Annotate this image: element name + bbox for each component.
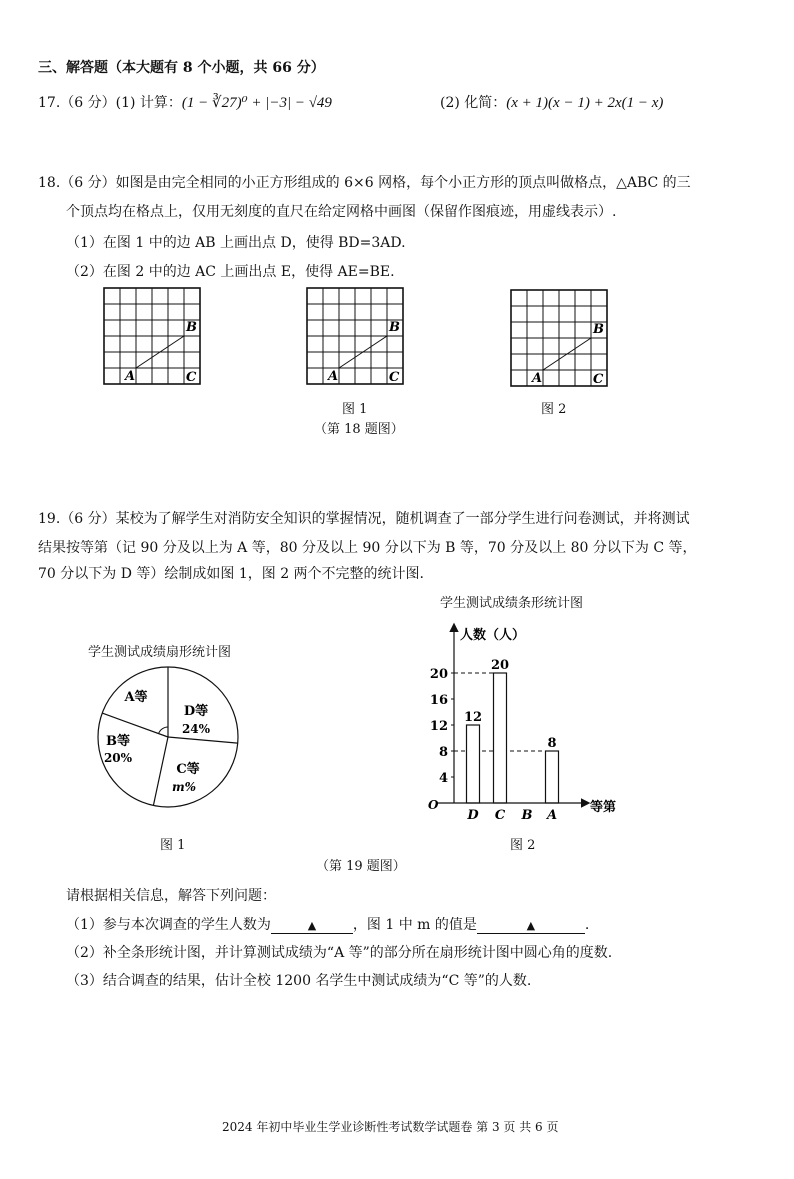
pie-value-b: 20% [103, 751, 133, 765]
q19-sub1-part-b: ，图 1 中 m 的值是 [352, 917, 477, 933]
q19-sub2: （2）补全条形统计图，并计算测试成绩为“A 等”的部分所在扇形统计图中圆心角的度数. [66, 945, 613, 961]
origin-label: O [428, 798, 439, 812]
point-a-label: A [328, 369, 339, 384]
q17-part2-label: (2) 化简： [440, 95, 507, 111]
page-footer: 2024 年初中毕业生学业诊断性考试数学试题卷 第 3 页 共 6 页 [222, 1120, 559, 1134]
q19-sub1-end: . [584, 917, 590, 933]
pie-caption: 图 1 [160, 838, 186, 853]
category-labels [466, 808, 557, 823]
point-a-label: A [125, 369, 136, 384]
blank-marker: ▲ [307, 919, 317, 932]
pie-label-c: C等 [176, 762, 200, 777]
point-c-label: C [186, 370, 197, 385]
category-label-c: C [494, 808, 506, 823]
y-tick-label: 16 [429, 693, 448, 708]
q18-part2: （2）在图 2 中的边 AC 上画出点 E，使得 AE=BE. [66, 264, 395, 280]
pie-slice-boundary-right [168, 737, 238, 743]
y-tick-label: 8 [438, 745, 448, 760]
q19-line1: 19.（6 分）某校为了解学生对消防安全知识的掌握情况，随机调查了一部分学生进行问卷测试，并将测试 [38, 511, 690, 527]
point-b-label: B [389, 320, 400, 335]
q19-prompt: 请根据相关信息，解答下列问题： [66, 888, 276, 904]
pie-value-c: m% [171, 780, 197, 794]
y-axis-ticks [430, 667, 454, 786]
pie-label-a: A等 [124, 690, 148, 705]
pie-label-b: B等 [106, 734, 130, 749]
q17-label: 17.（6 分）(1) 计算： [38, 95, 182, 111]
point-a-label: A [532, 371, 543, 386]
q19-sub1-part-a: （1）参与本次调查的学生人数为 [66, 917, 271, 933]
answer-blank-2[interactable] [477, 919, 585, 934]
bar-a [546, 751, 559, 803]
blank-marker: ▲ [526, 919, 536, 932]
q17-part2 [440, 92, 663, 112]
figure-caption-2: 图 2 [541, 402, 567, 417]
category-label-b: B [521, 808, 533, 823]
q19-line3: 70 分以下为 D 等）绘制成如图 1，图 2 两个不完整的统计图. [38, 566, 425, 582]
x-axis-label: 等第 [590, 800, 617, 815]
q18-line2: 个顶点均在格点上，仅用无刻度的直尺在给定网格中画图（保留作图痕迹，用虚线表示）. [66, 204, 617, 220]
category-label-d: D [467, 808, 479, 823]
q19-sub3: （3）结合调查的结果，估计全校 1200 名学生中测试成绩为“C 等”的人数. [66, 973, 532, 989]
q17-expression-1: (1 − ∛27)⁰ + |−3| − √49 [181, 95, 332, 111]
q18-line1: 18.（6 分）如图是由完全相同的小正方形组成的 6×6 网格，每个小正方形的顶点叫做格点，△ABC 的三 [38, 175, 691, 191]
bar-d [467, 725, 480, 803]
bar-value-label-c: 20 [490, 658, 510, 673]
grid-figure-1 [303, 284, 409, 388]
pie-value-d: 24% [181, 722, 211, 736]
angle-arc [159, 727, 168, 734]
q17-part1 [38, 92, 332, 112]
section-heading: 三、解答题（本大题有 8 个小题，共 66 分） [38, 60, 325, 76]
point-b-label: B [186, 320, 197, 335]
point-b-label: B [593, 322, 604, 337]
figure-caption-1: 图 1 [342, 402, 368, 417]
pie-label-d: D等 [183, 704, 209, 719]
pie-slice-boundary-bottom-right [153, 737, 168, 806]
y-tick-label: 12 [429, 719, 448, 734]
category-label-a: A [546, 808, 558, 823]
pie-chart [88, 665, 248, 815]
answer-blank-1[interactable] [271, 919, 353, 934]
point-c-label: C [593, 372, 604, 387]
bar-chart [418, 615, 633, 827]
q19-sub1 [66, 914, 589, 934]
pie-chart-title: 学生测试成绩扇形统计图 [88, 645, 232, 660]
grid-figure-2 [507, 286, 613, 390]
q18-part1: （1）在图 1 中的边 AB 上画出点 D，使得 BD=3AD. [66, 235, 406, 251]
y-tick-label: 4 [438, 771, 448, 786]
y-axis-label: 人数（人） [460, 628, 526, 643]
y-tick-label: 20 [429, 667, 448, 682]
grid-figure-0 [100, 284, 206, 388]
q19-line2: 结果按等第（记 90 分及以上为 A 等，80 分及以上 90 分以下为 B 等，70 分及以上 80 分以下为 C 等， [38, 540, 697, 556]
point-c-label: C [389, 370, 400, 385]
bar-caption: 图 2 [510, 838, 536, 853]
q18-figure-caption: （第 18 题图） [314, 422, 404, 437]
bar-chart-title: 学生测试成绩条形统计图 [440, 596, 584, 611]
bars [464, 658, 559, 803]
q19-figure-caption: （第 19 题图） [316, 859, 406, 874]
bar-value-label-a: 8 [547, 736, 557, 751]
q17-expression-2: (x + 1)(x − 1) + 2x(1 − x) [506, 95, 664, 111]
bar-value-label-d: 12 [463, 710, 483, 725]
bar-c [494, 673, 507, 803]
